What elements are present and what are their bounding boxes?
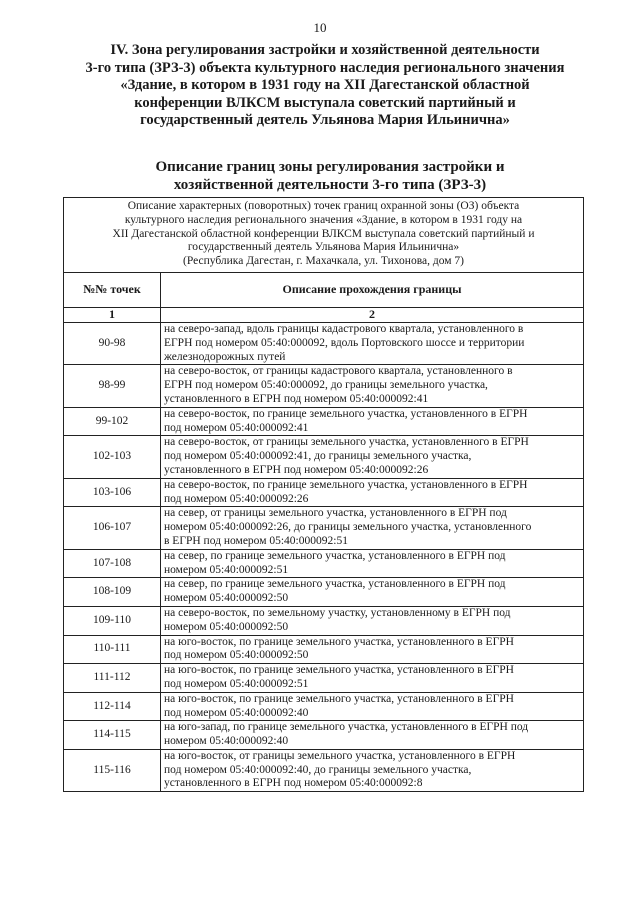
points-cell: 107-108 <box>64 549 161 578</box>
description-cell <box>161 322 584 364</box>
table-row <box>64 692 584 721</box>
table-row <box>64 664 584 693</box>
table-row <box>64 365 584 407</box>
points-cell: 106-107 <box>64 507 161 549</box>
description-line: на северо-восток, по границе земельного участка, установленного в ЕГРН <box>164 478 528 491</box>
caption-line: Описание характерных (поворотных) точек границ охранной зоны (ОЗ) объекта <box>127 200 520 212</box>
table-row <box>64 478 584 507</box>
column-header-description: Описание прохождения границы <box>161 272 584 307</box>
description-line: на юго-восток, по границе земельного участка, установленного в ЕГРН <box>164 692 514 705</box>
description-cell <box>161 721 584 750</box>
description-cell <box>161 365 584 407</box>
column-header-points: №№ точек <box>64 272 161 307</box>
section-title-line: государственный деятель Ульянова Мария Ильинична» <box>140 112 510 128</box>
description-cell <box>161 507 584 549</box>
table-row <box>64 507 584 549</box>
description-cell <box>161 692 584 721</box>
table-row <box>64 407 584 436</box>
description-line: номером 05:40:000092:51 <box>164 563 289 576</box>
points-cell: 112-114 <box>64 692 161 721</box>
section-title-line: IV. Зона регулирования застройки и хозяйственной деятельности <box>110 42 540 58</box>
points-cell: 108-109 <box>64 578 161 607</box>
table-row <box>64 721 584 750</box>
description-line: на северо-восток, от границы кадастрового квартала, установленного в <box>164 365 513 378</box>
description-line: на север, от границы земельного участка, установленного в ЕГРН под <box>164 507 507 520</box>
description-line: на северо-восток, от границы земельного участка, установленного в ЕГРН <box>164 436 529 449</box>
points-cell: 98-99 <box>64 365 161 407</box>
description-line: под номером 05:40:000092:50 <box>164 649 309 662</box>
description-cell <box>161 749 584 791</box>
table-caption <box>64 198 584 273</box>
description-line: номером 05:40:000092:50 <box>164 620 289 633</box>
points-cell: 99-102 <box>64 407 161 436</box>
description-cell <box>161 664 584 693</box>
sub-title <box>100 159 560 194</box>
description-line: ЕГРН под номером 05:40:000092, до границы земельного участка, <box>164 379 488 392</box>
points-cell: 111-112 <box>64 664 161 693</box>
description-line: установленного в ЕГРН под номером 05:40:000092:26 <box>164 463 429 476</box>
column-number: 2 <box>161 307 584 322</box>
sub-title-line: Описание границ зоны регулирования застройки и <box>155 159 505 175</box>
description-line: под номером 05:40:000092:40, до границы земельного участка, <box>164 763 472 776</box>
description-line: на юго-восток, по границе земельного участка, установленного в ЕГРН <box>164 664 514 677</box>
description-line: установленного в ЕГРН под номером 05:40:000092:8 <box>164 777 423 790</box>
description-line: на юго-восток, от границы земельного участка, установленного в ЕГРН <box>164 749 516 762</box>
column-number: 1 <box>64 307 161 322</box>
points-cell: 102-103 <box>64 436 161 478</box>
description-line: на север, по границе земельного участка, установленного в ЕГРН под <box>164 549 506 562</box>
table-row <box>64 606 584 635</box>
table-row <box>64 635 584 664</box>
page-number: 10 <box>313 20 327 35</box>
description-cell <box>161 478 584 507</box>
description-line: на северо-запад, вдоль границы кадастрового квартала, установленного в <box>164 322 524 335</box>
description-line: номером 05:40:000092:40 <box>164 735 289 748</box>
description-line: на юго-запад, по границе земельного участка, установленного в ЕГРН под <box>164 721 529 734</box>
table-row <box>64 749 584 791</box>
section-title-line: конференции ВЛКСМ выступала советский партийный и <box>134 94 516 111</box>
description-cell <box>161 578 584 607</box>
points-cell: 115-116 <box>64 749 161 791</box>
description-line: под номером 05:40:000092:40 <box>164 706 309 719</box>
sub-title-line: хозяйственной деятельности 3-го типа (ЗРЗ-3) <box>173 176 487 193</box>
points-cell: 114-115 <box>64 721 161 750</box>
caption-line: государственный деятель Ульянова Мария Ильинична» <box>187 241 460 254</box>
description-line: в ЕГРН под номером 05:40:000092:51 <box>164 534 348 547</box>
section-title-line: «Здание, в котором в 1931 году на XII Дагестанской областной <box>120 77 530 93</box>
description-line: под номером 05:40:000092:26 <box>164 492 309 505</box>
points-cell: 90-98 <box>64 322 161 364</box>
description-line: номером 05:40:000092:50 <box>164 592 289 605</box>
table-row <box>64 578 584 607</box>
section-title-line: 3-го типа (ЗРЗ-3) объекта культурного наследия регионального значения <box>85 59 565 76</box>
caption-line: культурного наследия регионального значения «Здание, в котором в 1931 году на <box>124 213 523 226</box>
description-line: на северо-восток, по границе земельного участка, установленного в ЕГРН <box>164 407 528 420</box>
points-cell: 109-110 <box>64 606 161 635</box>
description-line: под номером 05:40:000092:51 <box>164 677 309 690</box>
description-cell <box>161 606 584 635</box>
description-cell <box>161 436 584 478</box>
points-cell: 103-106 <box>64 478 161 507</box>
description-line: на юго-восток, по границе земельного участка, установленного в ЕГРН <box>164 635 514 648</box>
description-line: под номером 05:40:000092:41 <box>164 421 309 434</box>
table-row <box>64 549 584 578</box>
description-line: под номером 05:40:000092:41, до границы земельного участка, <box>164 450 472 463</box>
boundary-table <box>63 197 584 792</box>
description-cell <box>161 635 584 664</box>
section-title <box>60 42 590 130</box>
caption-line: XII Дагестанской областной конференции ВЛКСМ выступала советский партийный и <box>112 227 535 240</box>
description-line: на север, по границе земельного участка, установленного в ЕГРН под <box>164 578 506 591</box>
description-line: на северо-восток, по земельному участку, установленному в ЕГРН под <box>164 606 511 619</box>
description-line: ЕГРН под номером 05:40:000092, вдоль Портовского шоссе и территории <box>164 336 525 349</box>
description-cell <box>161 407 584 436</box>
caption-line: (Республика Дагестан, г. Махачкала, ул. Тихонова, дом 7) <box>183 255 464 268</box>
description-line: установленного в ЕГРН под номером 05:40:000092:41 <box>164 392 429 405</box>
description-line: железнодорожных путей <box>164 350 286 363</box>
description-line: номером 05:40:000092:26, до границы земельного участка, установленного <box>164 521 532 534</box>
table-row <box>64 436 584 478</box>
description-cell <box>161 549 584 578</box>
table-row <box>64 322 584 364</box>
points-cell: 110-111 <box>64 635 161 664</box>
